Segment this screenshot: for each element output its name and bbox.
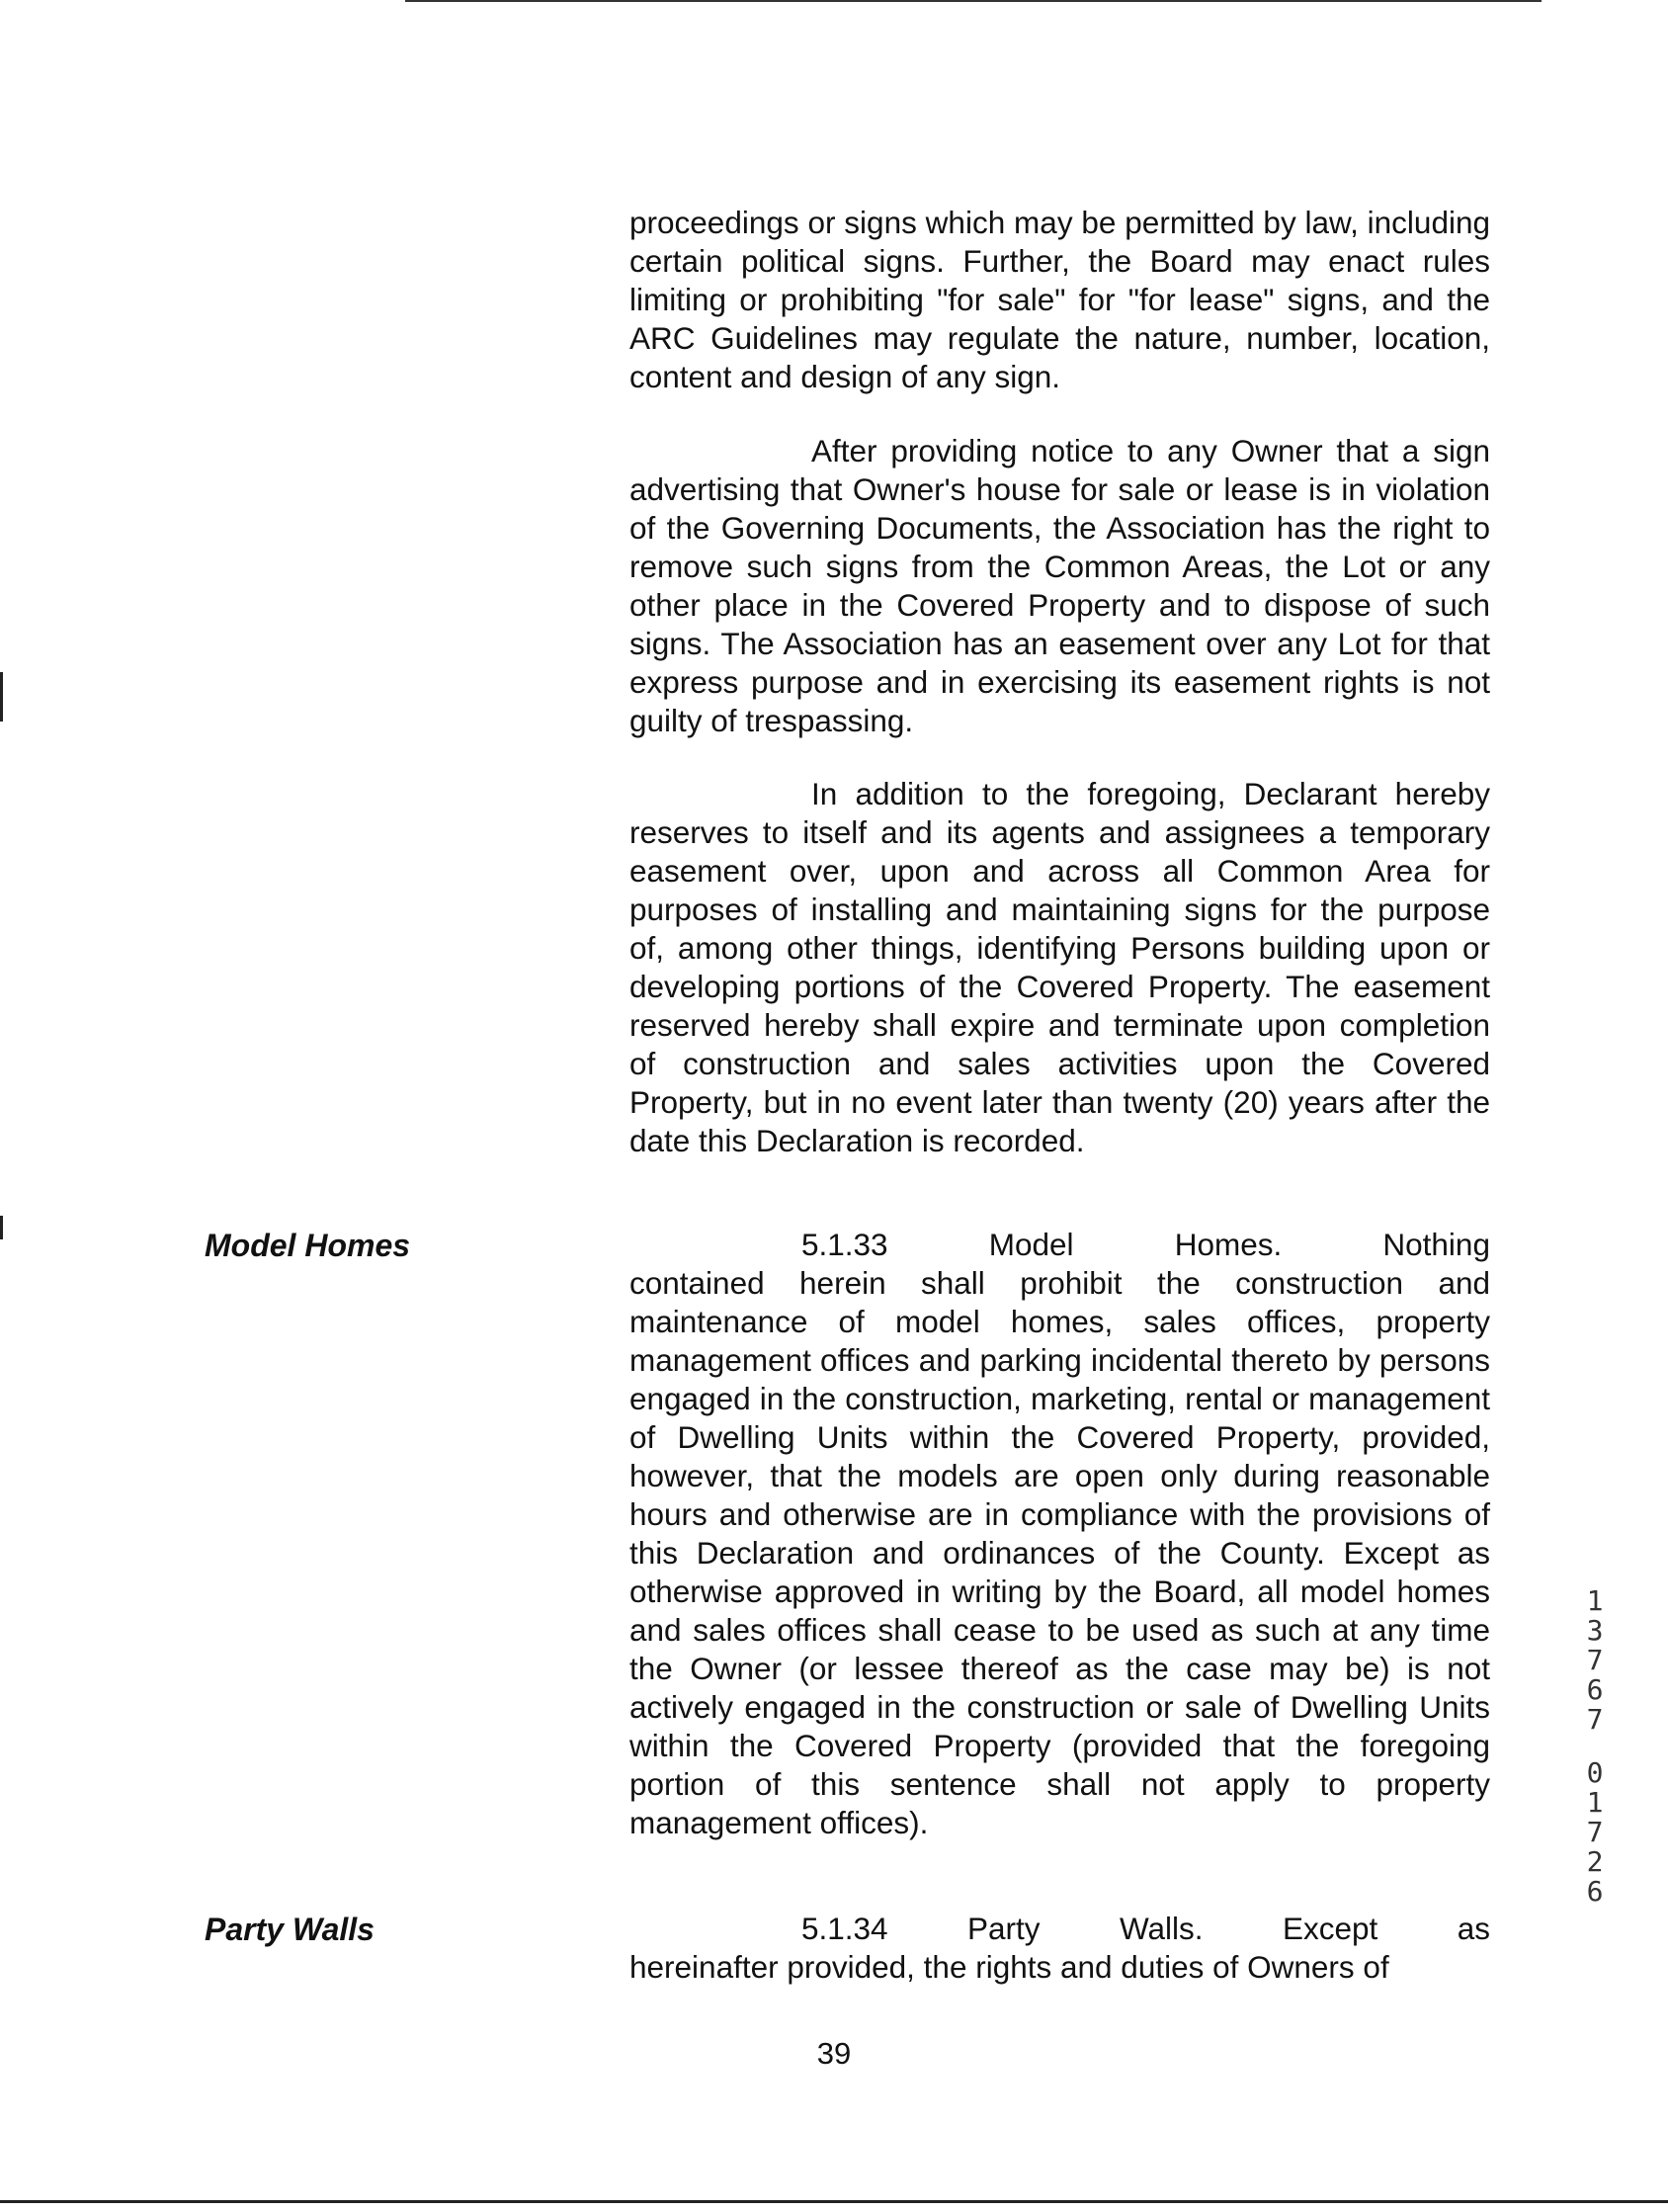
section-body: contained herein shall prohibit the construction and maintenance of model homes, sales offices, property management offices and parking incidental thereto by persons engaged in the construction, marketing, rental or management of Dwelling Units within the Covered Property, provided, however, that the models are open only during reasonable hours and otherwise are in compliance with the provisions of this Declaration and ordinances of the County. Except as otherwise approved in writing by the Board, all model homes and sales offices shall cease to be used as such at any time the Owner (or lessee thereof as the case may be) is not actively engaged in the construction or sale of Dwelling Units within the Covered Property (provided that the foregoing portion of this sentence shall not apply to property management offices). (629, 1265, 1490, 1840)
paragraph-declarant-easement (629, 775, 1490, 1160)
paragraph-text: proceedings or signs which may be permitted by law, including certain political signs. Further, the Board may enact rules limiting or prohibiting "for sale" for "for lease" signs, and the ARC Guidelines may regulate the nature, number, location, content and design of any sign. (629, 205, 1490, 394)
section-first-word: as (1457, 1911, 1490, 1946)
section-number: 5.1.33 (801, 1227, 888, 1262)
paragraph-text: After providing notice to any Owner that a sign advertising that Owner's house for sale or lease is in violation of the Governing Documents, the Association has the right to remove such signs from the Common Areas, the Lot or any other place in the Covered Property and to dispose of such signs. The Association has an easement over any Lot for that express purpose and in exercising its easement rights is not guilty of trespassing. (629, 433, 1490, 738)
section-body: hereinafter provided, the rights and duties of Owners of (629, 1949, 1389, 1985)
stamp-digit: 3 (1586, 1614, 1604, 1647)
section-title-word: Walls. (1119, 1911, 1204, 1946)
section-5-1-33 (629, 1226, 1490, 1842)
margin-heading-model-homes: Model Homes (205, 1228, 411, 1263)
section-number: 5.1.34 (801, 1911, 888, 1946)
stamp-digit: 1 (1586, 1786, 1604, 1819)
section-5-1-34 (629, 1910, 1490, 1987)
stamp-digit: 6 (1586, 1673, 1604, 1706)
stamp-digit: 7 (1586, 1816, 1604, 1848)
section-heading-line (629, 1226, 1490, 1264)
margin-heading-party-walls: Party Walls (205, 1912, 375, 1947)
left-scan-mark (0, 1216, 3, 1239)
stamp-gap (1575, 1735, 1615, 1758)
paragraph-signs-continued (629, 204, 1490, 396)
paragraph-sign-removal (629, 432, 1490, 740)
paragraph-text: In addition to the foregoing, Declarant hereby reserves to itself and its agents and assignees a temporary easement over, upon and across all Common Area for purposes of installing and maintaining signs for the purpose of, among other things, identifying Persons building upon or developing portions of the Covered Property. The easement reserved hereby shall expire and terminate upon completion of construction and sales activities upon the Covered Property, but in no event later than twenty (20) years after the date this Declaration is recorded. (629, 776, 1490, 1158)
stamp-digit: 0 (1586, 1756, 1604, 1789)
stamp-digit: 7 (1586, 1644, 1604, 1676)
top-scan-edge (405, 0, 1542, 2)
section-first-word: Nothing (1382, 1227, 1490, 1262)
recording-stamp (1575, 1586, 1615, 1907)
section-heading-line (629, 1910, 1490, 1948)
section-title-word: Model (988, 1227, 1074, 1262)
section-title-word: Party (967, 1911, 1041, 1946)
stamp-digit: 2 (1586, 1845, 1604, 1878)
section-title-word: Homes. (1174, 1227, 1283, 1262)
stamp-digit: 7 (1586, 1703, 1604, 1736)
page-number: 39 (816, 2036, 852, 2071)
bottom-scan-edge (0, 2200, 1668, 2203)
left-scan-mark (0, 672, 3, 722)
stamp-digit: 6 (1586, 1875, 1604, 1908)
stamp-digit: 1 (1586, 1584, 1604, 1617)
section-first-word: Except (1282, 1911, 1378, 1946)
